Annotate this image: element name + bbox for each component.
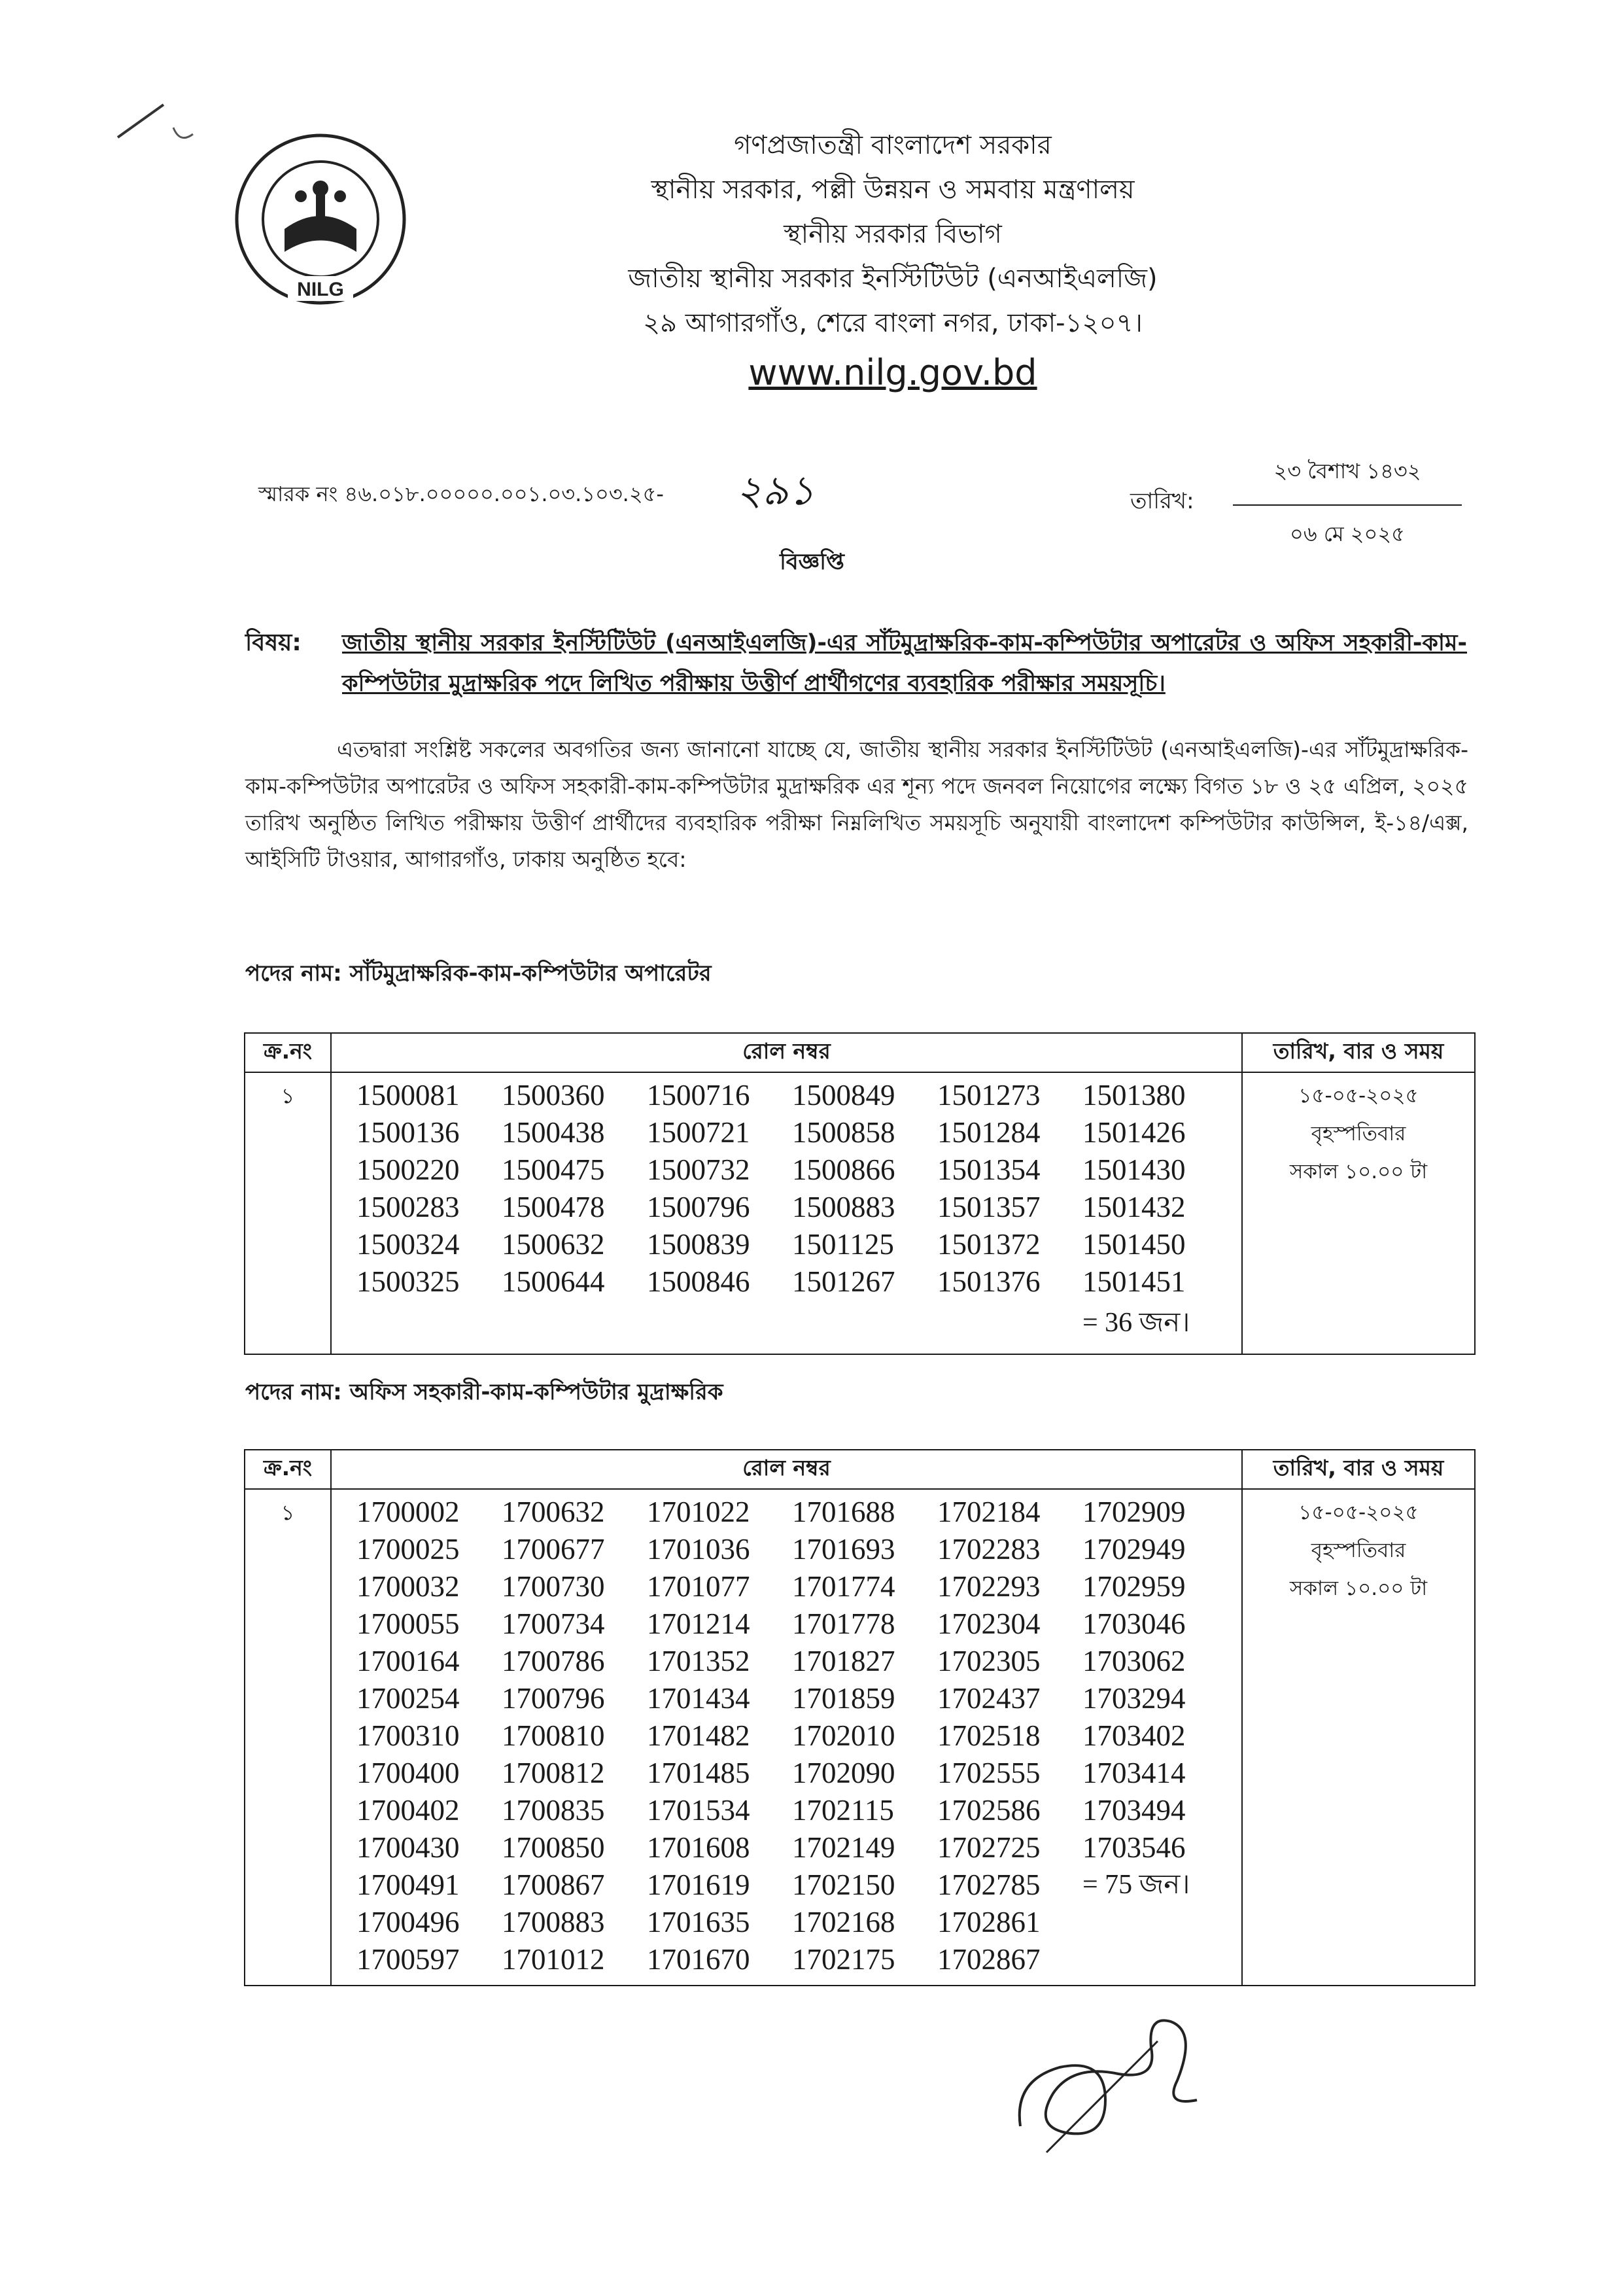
post1-table <box>244 1032 1476 1355</box>
roll-number: 1501284 <box>937 1116 1041 1149</box>
roll-number: 1501380 <box>1082 1079 1186 1112</box>
post1-header-row <box>245 1033 1475 1072</box>
roll-number: 1500858 <box>792 1116 895 1149</box>
post1-total-row <box>332 1301 1241 1347</box>
roll-number: 1702959 <box>1082 1570 1186 1603</box>
post1-data-row <box>245 1072 1475 1354</box>
roll-number: 1500081 <box>356 1079 460 1112</box>
roll-number: 1501432 <box>1082 1191 1186 1223</box>
signature-mark <box>1007 2002 1217 2159</box>
roll-number: 1700164 <box>356 1645 460 1677</box>
memo-number-label: স্মারক নং ৪৬.০১৮.০০০০০.০০১.০৩.১০৩.২৫- <box>258 482 664 506</box>
roll-number: 1700310 <box>356 1719 460 1752</box>
post2-table <box>244 1449 1476 1986</box>
roll-number: 1501125 <box>792 1228 894 1261</box>
schedule-header: তারিখ, বার ও সময় <box>1242 1450 1475 1489</box>
roll-number: 1500325 <box>356 1265 460 1298</box>
roll-number: 1703546 <box>1082 1831 1186 1864</box>
header-line-ministry: স্থানীয় সরকার, পল্লী উন্নয়ন ও সমবায় মন্ত্রণালয় <box>651 175 1135 205</box>
roll-header: রোল নম্বর <box>331 1033 1242 1072</box>
roll-number: 1501372 <box>937 1228 1041 1261</box>
roll-number: 1702010 <box>792 1719 895 1752</box>
roll-number: 1700734 <box>502 1607 605 1640</box>
roll-number: 1700025 <box>356 1533 460 1566</box>
post2-exam-time: সকাল ১০.০০ টা <box>1289 1577 1428 1600</box>
post1-exam-time: সকাল ১০.০০ টা <box>1289 1160 1428 1183</box>
roll-number: 1702149 <box>792 1831 895 1864</box>
roll-number: 1700835 <box>502 1794 605 1827</box>
roll-number: 1501430 <box>1082 1153 1186 1186</box>
date-label: তারিখ: <box>1130 488 1194 514</box>
website-link[interactable]: www.nilg.gov.bd <box>748 352 1037 393</box>
roll-number: 1700496 <box>356 1906 460 1938</box>
roll-number: 1500475 <box>502 1153 605 1186</box>
header-line-institute: জাতীয় স্থানীয় সরকার ইনস্টিটিউট (এনআইএলজি) <box>628 264 1158 294</box>
serial-header: ক্র.নং <box>245 1033 331 1072</box>
roll-number: 1703046 <box>1082 1607 1186 1640</box>
roll-number: 1703414 <box>1082 1757 1186 1789</box>
roll-number: 1500283 <box>356 1191 460 1223</box>
header-block <box>458 123 1328 345</box>
roll-number: 1701482 <box>647 1719 750 1752</box>
post2-rolls <box>331 1489 1242 1986</box>
post1-exam-day: বৃহস্পতিবার <box>1311 1122 1406 1146</box>
post2-exam-day: বৃহস্পতিবার <box>1311 1539 1406 1562</box>
roll-number: 1702725 <box>937 1831 1041 1864</box>
date-bangla: ২৩ বৈশাখ ১৪৩২ <box>1233 455 1462 506</box>
roll-number: 1501450 <box>1082 1228 1186 1261</box>
roll-number: 1500360 <box>502 1079 605 1112</box>
pen-mark-icon <box>111 98 209 164</box>
roll-number: 1501426 <box>1082 1116 1186 1149</box>
post2-header-row <box>245 1450 1475 1489</box>
roll-number: 1500849 <box>792 1079 895 1112</box>
roll-total: = 75 জন। <box>1082 1870 1190 1900</box>
roll-number: 1501267 <box>792 1265 895 1298</box>
roll-number: 1500716 <box>647 1079 750 1112</box>
roll-number: 1702867 <box>937 1943 1041 1976</box>
post2-roll-grid <box>332 1494 1241 1978</box>
roll-number: 1700796 <box>502 1682 605 1715</box>
roll-header: রোল নম্বর <box>331 1450 1242 1489</box>
roll-number: 1500846 <box>647 1265 750 1298</box>
roll-number: 1702168 <box>792 1906 895 1938</box>
roll-number: 1703494 <box>1082 1794 1186 1827</box>
notice-title: বিজ্ঞপ্তি <box>780 549 844 575</box>
roll-number: 1500721 <box>647 1116 750 1149</box>
roll-number: 1702437 <box>937 1682 1041 1715</box>
roll-number: 1701485 <box>647 1757 750 1789</box>
roll-number: 1702586 <box>937 1794 1041 1827</box>
roll-number: 1701774 <box>792 1570 895 1603</box>
roll-number: 1701693 <box>792 1533 895 1566</box>
serial-header: ক্র.নং <box>245 1450 331 1489</box>
roll-number: 1501273 <box>937 1079 1041 1112</box>
subject-label: বিষয়: <box>245 629 302 656</box>
roll-number: 1700402 <box>356 1794 460 1827</box>
roll-number: 1703062 <box>1082 1645 1186 1677</box>
roll-number: 1701670 <box>647 1943 750 1976</box>
roll-number: 1700786 <box>502 1645 605 1677</box>
header-line-address: ২৯ আগারগাঁও, শেরে বাংলা নগর, ঢাকা-১২০৭। <box>643 308 1143 338</box>
roll-number: 1700254 <box>356 1682 460 1715</box>
post1-serial: ১ <box>245 1072 331 1354</box>
roll-number: 1702861 <box>937 1906 1041 1938</box>
roll-number: 1700850 <box>502 1831 605 1864</box>
roll-number: 1703402 <box>1082 1719 1186 1752</box>
date-block <box>1233 455 1462 553</box>
post1-exam-date: ১৫-০৫-২০২৫ <box>1298 1084 1419 1108</box>
roll-number: 1700867 <box>502 1868 605 1901</box>
roll-number: 1701352 <box>647 1645 750 1677</box>
date-gregorian: ০৬ মে ২০২৫ <box>1290 521 1405 546</box>
roll-number: 1700883 <box>502 1906 605 1938</box>
roll-number: 1702293 <box>937 1570 1041 1603</box>
roll-number: 1700430 <box>356 1831 460 1864</box>
post1-total: = 36 জন। <box>1082 1308 1190 1338</box>
roll-number: 1500220 <box>356 1153 460 1186</box>
header-line-division: স্থানীয় সরকার বিভাগ <box>784 219 1002 249</box>
header-line-government: গণপ্রজাতন্ত্রী বাংলাদেশ সরকার <box>734 130 1052 160</box>
roll-number: 1701619 <box>647 1868 750 1901</box>
roll-number: 1501451 <box>1082 1265 1186 1298</box>
roll-number: 1702949 <box>1082 1533 1186 1566</box>
roll-number: 1500136 <box>356 1116 460 1149</box>
post1-schedule <box>1242 1072 1475 1354</box>
post2-serial: ১ <box>245 1489 331 1986</box>
subject-text: জাতীয় স্থানীয় সরকার ইনস্টিটিউট (এনআইএলজি)-এর সাঁটমুদ্রাক্ষরিক-কাম-কম্পিউটার অপারেটর ও অফিস সহকারী-কাম-কম্পিউটার মুদ্রাক্ষরিক পদে লিখিত পরীক্ষায় উত্তীর্ণ প্রার্থীগণের ব্যবহারিক পরীক্ষার সময়সূচি। <box>342 630 1467 697</box>
post2-data-row <box>245 1489 1475 1986</box>
roll-number: 1700810 <box>502 1719 605 1752</box>
roll-number <box>1082 1904 1228 1941</box>
roll-number: 1702555 <box>937 1757 1041 1789</box>
roll-number <box>1082 1941 1228 1978</box>
post1-rolls <box>331 1072 1242 1354</box>
roll-number: 1701012 <box>502 1943 605 1976</box>
memo-handwritten-number: ২৯১ <box>736 466 815 514</box>
roll-number: 1701608 <box>647 1831 750 1864</box>
post1-title: পদের নাম: সাঁটমুদ্রাক্ষরিক-কাম-কম্পিউটার অপারেটর <box>245 960 712 987</box>
nilg-logo <box>232 131 409 307</box>
schedule-header: তারিখ, বার ও সময় <box>1242 1033 1475 1072</box>
roll-number: 1501376 <box>937 1265 1041 1298</box>
roll-number: 1702304 <box>937 1607 1041 1640</box>
roll-number: 1700055 <box>356 1607 460 1640</box>
post2-exam-date: ১৫-০৫-২০২৫ <box>1298 1501 1419 1524</box>
roll-number: 1702090 <box>792 1757 895 1789</box>
post1-roll-grid <box>332 1077 1241 1301</box>
roll-number: 1702175 <box>792 1943 895 1976</box>
svg-text:NILG: NILG <box>297 279 344 300</box>
roll-number: 1700002 <box>356 1496 460 1528</box>
roll-number: 1501357 <box>937 1191 1041 1223</box>
roll-number: 1701214 <box>647 1607 750 1640</box>
roll-number: 1700677 <box>502 1533 605 1566</box>
roll-number: 1501354 <box>937 1153 1041 1186</box>
roll-number: 1701635 <box>647 1906 750 1938</box>
roll-number: 1700730 <box>502 1570 605 1603</box>
roll-number: 1701434 <box>647 1682 750 1715</box>
roll-number: 1500324 <box>356 1228 460 1261</box>
roll-number: 1702150 <box>792 1868 895 1901</box>
roll-number: 1702305 <box>937 1645 1041 1677</box>
roll-number: 1701688 <box>792 1496 895 1528</box>
roll-number: 1702518 <box>937 1719 1041 1752</box>
roll-number: 1702283 <box>937 1533 1041 1566</box>
roll-number: 1500632 <box>502 1228 605 1261</box>
roll-number: 1700400 <box>356 1757 460 1789</box>
roll-number: 1700632 <box>502 1496 605 1528</box>
roll-number: 1500644 <box>502 1265 605 1298</box>
roll-number: 1700597 <box>356 1943 460 1976</box>
roll-number: 1701859 <box>792 1682 895 1715</box>
roll-number: 1500883 <box>792 1191 895 1223</box>
roll-number: 1702785 <box>937 1868 1041 1901</box>
roll-number: 1701778 <box>792 1607 895 1640</box>
roll-number: 1701827 <box>792 1645 895 1677</box>
post2-schedule <box>1242 1489 1475 1986</box>
roll-number: 1701077 <box>647 1570 750 1603</box>
post2-title: পদের নাম: অফিস সহকারী-কাম-কম্পিউটার মুদ্রাক্ষরিক <box>245 1379 723 1405</box>
roll-number: 1700032 <box>356 1570 460 1603</box>
roll-number: 1500438 <box>502 1116 605 1149</box>
body-paragraph: এতদ্বারা সংশ্লিষ্ট সকলের অবগতির জন্য জানানো যাচ্ছে যে, জাতীয় স্থানীয় সরকার ইনস্টিটিউট (এনআইএলজি)-এর সাঁটমুদ্রাক্ষরিক-কাম-কম্পিউটার অপারেটর ও অফিস সহকারী-কাম-কম্পিউটার মুদ্রাক্ষরিক এর শূন্য পদে জনবল নিয়োগের লক্ষ্যে বিগত ১৮ ও ২৫ এপ্রিল, ২০২৫ তারিখ অনুষ্ঠিত লিখিত পরীক্ষায় উত্তীর্ণ প্রার্থীদের ব্যবহারিক পরীক্ষা নিম্নলিখিত সময়সূচি অনুযায়ী বাংলাদেশ কম্পিউটার কাউন্সিল, ই-১৪/এক্স, আইসিটি টাওয়ার, আগারগাঁও, ঢাকায় অনুষ্ঠিত হবে: <box>245 737 1468 872</box>
roll-number: 1500732 <box>647 1153 750 1186</box>
roll-number: 1701022 <box>647 1496 750 1528</box>
roll-number: 1500839 <box>647 1228 750 1261</box>
roll-number: 1500796 <box>647 1191 750 1223</box>
roll-number: 1700491 <box>356 1868 460 1901</box>
roll-number: 1703294 <box>1082 1682 1186 1715</box>
roll-number: 1702909 <box>1082 1496 1186 1528</box>
roll-number: 1702115 <box>792 1794 894 1827</box>
roll-number: 1702184 <box>937 1496 1041 1528</box>
roll-number: 1500866 <box>792 1153 895 1186</box>
roll-number: 1500478 <box>502 1191 605 1223</box>
roll-number: 1700812 <box>502 1757 605 1789</box>
roll-number: 1701534 <box>647 1794 750 1827</box>
roll-number: 1701036 <box>647 1533 750 1566</box>
